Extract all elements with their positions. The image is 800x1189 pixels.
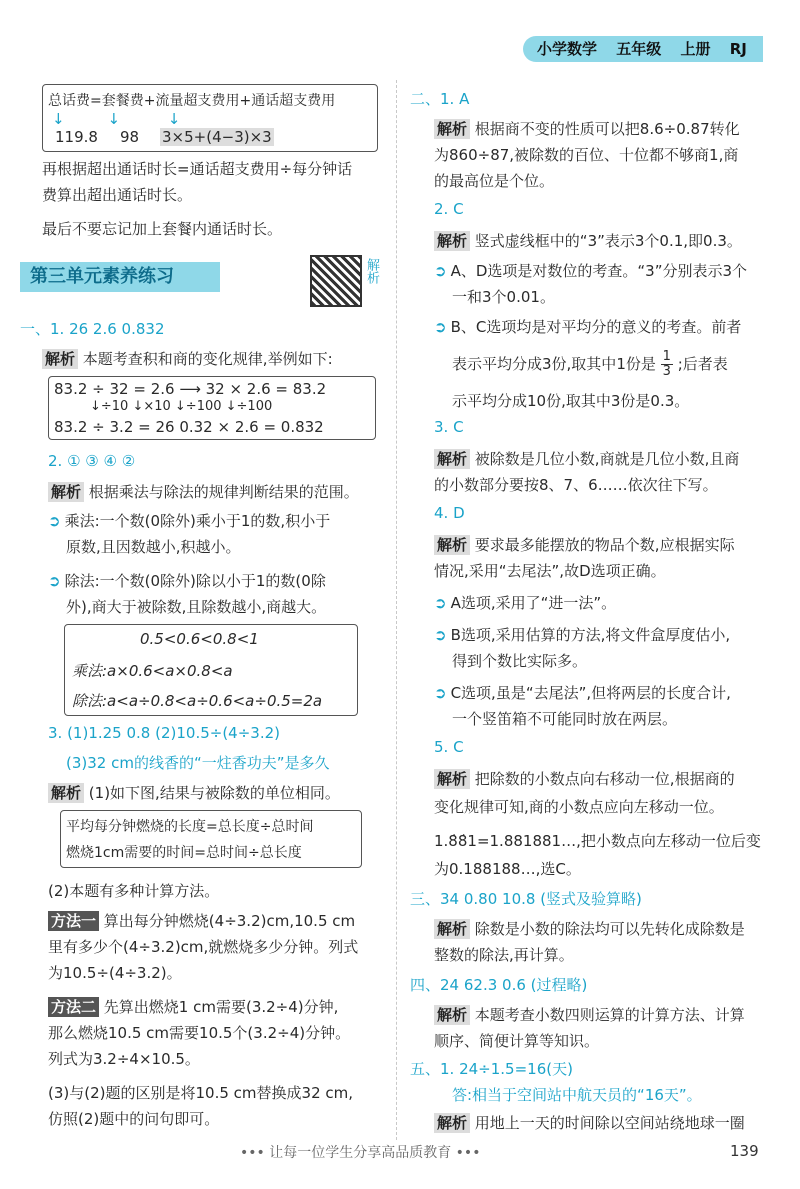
- q1-2-explanation: 解析 根据乘法与除法的规律判断结果的范围。: [48, 481, 359, 502]
- q2-2-b2a: ➲ B、C选项均是对平均分的意义的考查。前者: [434, 318, 742, 336]
- q3-exp1: 解析 除数是小数的除法均可以先转化成除数是: [434, 918, 745, 939]
- fraction-one-third: $\frac{1}{3}$: [662, 349, 671, 379]
- q1-1-explanation: 解析 本题考查积和商的变化规律,举例如下:: [42, 348, 333, 369]
- q2-2-b2c: 示平均分成10份,取其中3份是0.3。: [452, 392, 690, 410]
- value-1: 119.8: [55, 128, 98, 146]
- q2-5-exp1: 解析 把除数的小数点向右移动一位,根据商的: [434, 768, 735, 789]
- header-subject: 小学数学: [537, 40, 598, 58]
- q2-5-exp3: 1.8̇8̇1=1.881881…,把小数点向左移动一位后变: [434, 832, 761, 850]
- q2-4-b3a: ➲ C选项,虽是“去尾法”,但将两层的长度合计,: [434, 684, 731, 702]
- q5-response: 答:相当于空间站中航天员的“16天”。: [452, 1086, 702, 1104]
- footer-slogan: ••• 让每一位学生分享高品质教育 •••: [240, 1145, 481, 1161]
- method1-line2: 里有多少个(4÷3.2)cm,就燃烧多少分钟。列式: [48, 938, 359, 956]
- qr-code-icon[interactable]: [310, 255, 362, 307]
- q2-3-exp1: 解析 被除数是几位小数,商就是几位小数,且商: [434, 448, 739, 469]
- method2-line2: 那么燃烧10.5 cm需要10.5个(3.2÷4)分钟。: [48, 1024, 351, 1042]
- method1-line3: 为10.5÷(4÷3.2)。: [48, 964, 182, 982]
- q2-2-exp1: 解析 竖式虚线框中的“3”表示3个0.1,即0.3。: [434, 230, 742, 251]
- q2-3-exp2: 的小数部分要按8、7、6……依次往下写。: [434, 476, 718, 494]
- down-arrows: ↓ ↓ ↓: [52, 110, 181, 128]
- q2-1-exp3: 的最高位是个位。: [434, 172, 555, 190]
- header-edition: RJ: [729, 40, 747, 58]
- q2-5-exp4: 为0.188188…,选C。: [434, 860, 581, 878]
- q1-3-answer-a: 3. (1)1.25 0.8 (2)10.5÷(4÷3.2): [48, 724, 281, 742]
- q4-answer: 四、24 62.3 0.6 (过程略): [410, 976, 588, 994]
- q2-4-b2b: 得到个数比实际多。: [452, 652, 588, 670]
- formula-text: 总话费=套餐费+流量超支费用+通话超支费用: [48, 93, 336, 109]
- method2-tag: 方法二: [48, 997, 99, 1017]
- q2-1-answer: 二、1. A: [410, 90, 470, 108]
- q1-3-explanation: 解析 (1)如下图,结果与被除数的单位相同。: [48, 782, 340, 803]
- part3-line2: 仿照(2)题中的问句即可。: [48, 1110, 220, 1128]
- box2-row3: 83.2 ÷ 3.2 = 26 0.32 × 2.6 = 0.832: [54, 418, 324, 436]
- q5-answer: 五、1. 24÷1.5=16(天): [410, 1060, 573, 1078]
- q2-2-b2b: 表示平均分成3份,取其中1份是 $\frac{1}{3}$ ;后者表: [452, 349, 728, 379]
- q4-exp1: 解析 本题考查小数四则运算的计算方法、计算: [434, 1004, 745, 1025]
- q2-4-answer: 4. D: [434, 504, 465, 522]
- arrow-icon: ➲: [48, 572, 61, 590]
- box3-row2: 乘法:a×0.6<a×0.8<a: [72, 662, 233, 680]
- column-divider: [396, 80, 397, 1140]
- q1-3-answer-b: (3)32 cm的线香的“一炷香功夫”是多久: [66, 754, 330, 772]
- q2-4-b1: ➲ A选项,采用了“进一法”。: [434, 594, 617, 612]
- q2-1-exp1: 解析 根据商不变的性质可以把8.6÷0.87转化: [434, 118, 740, 139]
- method2-line3: 列式为3.2÷4×10.5。: [48, 1050, 200, 1068]
- q2-3-answer: 3. C: [434, 418, 464, 436]
- q2-5-answer: 5. C: [434, 738, 464, 756]
- value-3: 3×5+(4−3)×3: [162, 128, 272, 146]
- box2-row1: 83.2 ÷ 32 = 2.6 ⟶ 32 × 2.6 = 83.2: [54, 380, 327, 398]
- para-1: 再根据超出通话时长=通话超支费用÷每分钟话: [42, 160, 353, 178]
- q2-1-exp2: 为860÷87,被除数的百位、十位都不够商1,商: [434, 146, 739, 164]
- q4-exp2: 顺序、简便计算等知识。: [434, 1032, 600, 1050]
- unit-title: 第三单元素养练习: [20, 262, 220, 292]
- q2-2-answer: 2. C: [434, 200, 464, 218]
- header-bar: [523, 36, 763, 62]
- div-rule-line1: ➲ 除法:一个数(0除外)除以小于1的数(0除: [48, 572, 326, 590]
- q2-4-exp1: 解析 要求最多能摆放的物品个数,应根据实际: [434, 534, 735, 555]
- q2-4-exp2: 情况,采用“去尾法”,故D选项正确。: [434, 562, 666, 580]
- qr-label: 解析: [364, 258, 379, 284]
- q2-4-b3b: 一个竖笛箱不可能同时放在两层。: [452, 710, 678, 728]
- arrow-icon: ➲: [48, 512, 61, 530]
- q1-1-answer: 一、1. 26 2.6 0.832: [20, 320, 165, 338]
- box3-row1: 0.5<0.6<0.8<1: [140, 630, 259, 648]
- q2-5-exp2: 变化规律可知,商的小数点应向左移动一位。: [434, 798, 724, 816]
- box4-row1: 平均每分钟燃烧的长度=总长度÷总时间: [66, 819, 314, 835]
- mul-rule-line2: 原数,且因数越小,积越小。: [66, 538, 241, 556]
- q2-4-b2a: ➲ B选项,采用估算的方法,将文件盒厚度估小,: [434, 626, 731, 644]
- header-volume: 上册: [680, 40, 711, 58]
- q3-exp2: 整数的除法,再计算。: [434, 946, 574, 964]
- value-2: 98: [120, 128, 140, 146]
- part2-intro: (2)本题有多种计算方法。: [48, 882, 220, 900]
- part3-line1: (3)与(2)题的区别是将10.5 cm替换成32 cm,: [48, 1084, 354, 1102]
- div-rule-line2: 外),商大于被除数,且除数越小,商越大。: [66, 598, 327, 616]
- method2-line1: 方法二 先算出燃烧1 cm需要(3.2÷4)分钟,: [48, 996, 338, 1017]
- q1-2-answer: 2. ① ③ ④ ②: [48, 452, 136, 470]
- method1-line1: 方法一 算出每分钟燃烧(4÷3.2)cm,10.5 cm: [48, 910, 355, 931]
- q2-2-b1a: ➲ A、D选项是对数位的考查。“3”分别表示3个: [434, 262, 748, 280]
- header-grade: 五年级: [616, 40, 662, 58]
- para-3: 最后不要忘记加上套餐内通话时长。: [42, 220, 283, 238]
- q5-exp1: 解析 用地上一天的时间除以空间站绕地球一圈: [434, 1112, 745, 1133]
- box2-row2: ↓÷10 ↓×10 ↓÷100 ↓÷100: [90, 399, 273, 414]
- method1-tag: 方法一: [48, 911, 99, 931]
- para-2: 费算出超出通话时长。: [42, 186, 193, 204]
- q3-answer: 三、34 0.80 10.8 (竖式及验算略): [410, 890, 642, 908]
- jiexi-tag: 解析: [42, 349, 78, 369]
- box4-row2: 燃烧1cm需要的时间=总时间÷总长度: [66, 845, 302, 861]
- q2-2-b1b: 一和3个0.01。: [452, 288, 555, 306]
- page-number: 139: [730, 1142, 759, 1160]
- box3-row3: 除法:a<a÷0.8<a÷0.6<a÷0.5=2a: [72, 692, 323, 710]
- mul-rule-line1: ➲ 乘法:一个数(0除外)乘小于1的数,积小于: [48, 512, 331, 530]
